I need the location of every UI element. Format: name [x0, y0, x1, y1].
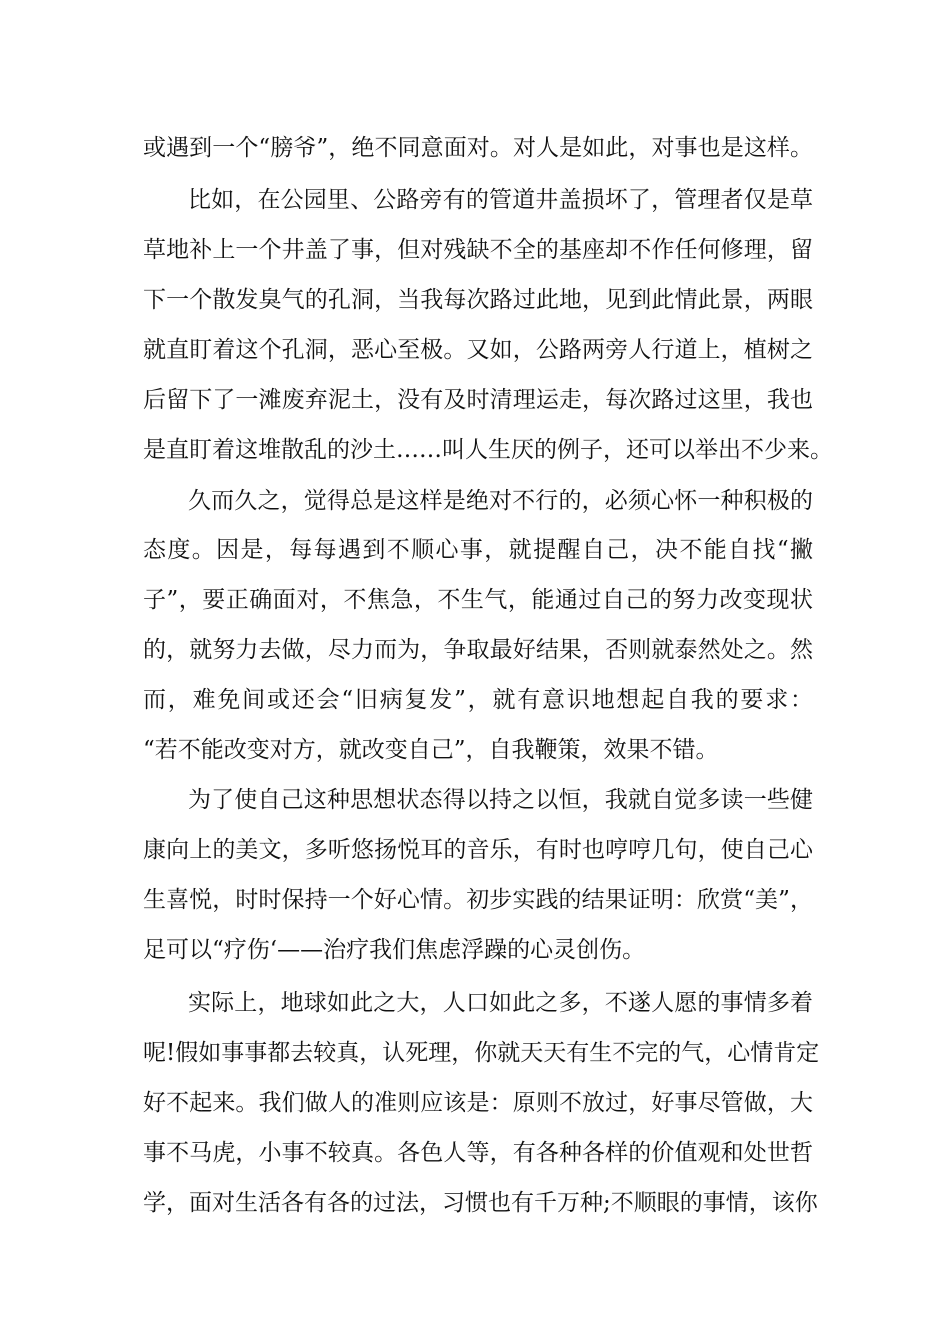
text-line: 而，难免间或还会“旧病复发”，就有意识地想起自我的要求：: [143, 687, 813, 713]
text-line: 学，面对生活各有各的过法，习惯也有千万种;不顺眼的事情，该你: [143, 1190, 818, 1216]
text-line: 好不起来。我们做人的准则应该是：原则不放过，好事尽管做，大: [143, 1090, 813, 1116]
text-line: 康向上的美文，多听悠扬悦耳的音乐，有时也哼哼几句，使自己心: [143, 837, 813, 863]
text-line: 草地补上一个井盖了事，但对残缺不全的基座却不作任何修理，留: [143, 237, 813, 263]
text-line: 后留下了一滩废弃泥土，没有及时清理运走，每次路过这里，我也: [143, 387, 813, 413]
text-line: 下一个散发臭气的孔洞，当我每次路过此地，见到此情此景，两眼: [143, 287, 813, 313]
text-line: 事不马虎，小事不较真。各色人等，有各种各样的价值观和处世哲: [143, 1140, 813, 1166]
paragraph-first-line: 为了使自己这种思想状态得以持之以恒，我就自觉多读一些健: [188, 787, 813, 813]
paragraph-last-line: 足可以“疗伤‘——治疗我们焦虑浮躁的心灵创伤。: [143, 937, 646, 963]
paragraph-first-line: 比如，在公园里、公路旁有的管道井盖损坏了，管理者仅是草: [188, 187, 813, 213]
text-line: 或遇到一个“膀爷”，绝不同意面对。对人是如此，对事也是这样。: [143, 135, 813, 161]
text-line: 子”，要正确面对，不焦急，不生气，能通过自己的努力改变现状: [143, 587, 813, 613]
text-line: 态度。因是，每每遇到不顺心事，就提醒自己，决不能自找“撇: [143, 537, 813, 563]
text-line: 就直盯着这个孔洞，恶心至极。又如，公路两旁人行道上，植树之: [143, 337, 813, 363]
text-line: 呢!假如事事都去较真，认死理，你就天天有生不完的气，心情肯定: [143, 1040, 820, 1066]
paragraph-last-line: “若不能改变对方，就改变自己”，自我鞭策，效果不错。: [143, 737, 719, 763]
paragraph-first-line: 久而久之，觉得总是这样是绝对不行的，必须心怀一种积极的: [188, 488, 813, 514]
text-line: 的，就努力去做，尽力而为，争取最好结果，否则就泰然处之。然: [143, 637, 813, 663]
paragraph-first-line: 实际上，地球如此之大，人口如此之多，不遂人愿的事情多着: [188, 990, 813, 1016]
text-line: 生喜悦，时时保持一个好心情。初步实践的结果证明：欣赏“美”，: [143, 887, 813, 913]
text-line: 是直盯着这堆散乱的沙土……叫人生厌的例子，还可以举出不少来。: [143, 437, 833, 463]
